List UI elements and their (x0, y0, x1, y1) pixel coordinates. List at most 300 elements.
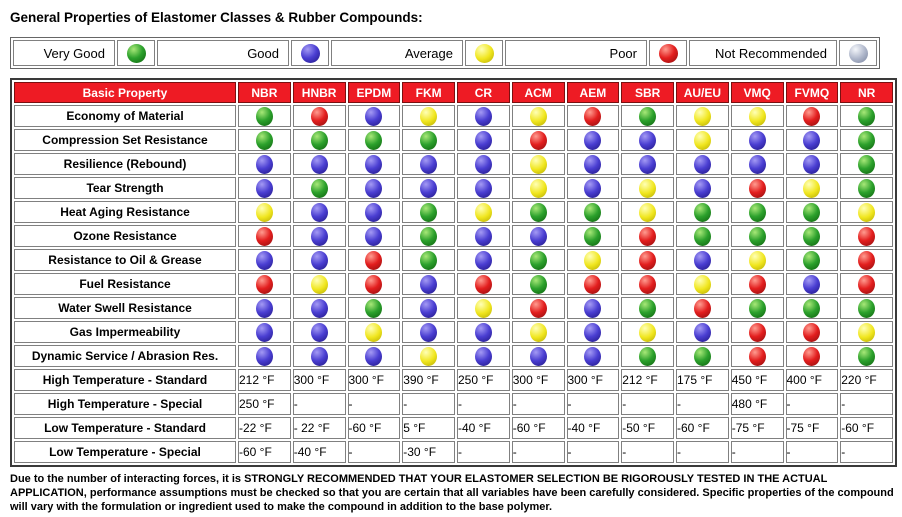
red-rating-ball-icon (584, 107, 601, 126)
green-rating-ball-icon (858, 155, 875, 174)
yellow-rating-ball-icon (694, 107, 711, 126)
property-row (14, 345, 893, 367)
green-rating-ball-icon (365, 131, 382, 150)
red-rating-ball-icon (694, 299, 711, 318)
temperature-value-cell: -60 °F (348, 417, 401, 439)
temperature-value-cell: 300 °F (567, 369, 620, 391)
blue-rating-ball-icon (311, 227, 328, 246)
rating-cell (238, 201, 291, 223)
rating-cell (731, 177, 784, 199)
yellow-rating-ball-icon (420, 107, 437, 126)
temperature-value-cell: - (567, 441, 620, 463)
rating-cell (293, 105, 346, 127)
green-rating-ball-icon (256, 107, 273, 126)
rating-cell (457, 177, 510, 199)
rating-cell (676, 129, 729, 151)
blue-rating-ball-icon (301, 44, 320, 63)
red-rating-ball-icon (749, 179, 766, 198)
rating-cell (731, 225, 784, 247)
blue-rating-ball-icon (694, 155, 711, 174)
rating-cell (348, 249, 401, 271)
property-label: Resilience (Rebound) (14, 153, 236, 175)
property-label: Water Swell Resistance (14, 297, 236, 319)
rating-cell (348, 273, 401, 295)
yellow-rating-ball-icon (475, 44, 494, 63)
material-column-header: ACM (512, 82, 565, 103)
temperature-value-cell: - (621, 441, 674, 463)
green-rating-ball-icon (639, 107, 656, 126)
legend-ball-cell (291, 40, 329, 66)
green-rating-ball-icon (803, 227, 820, 246)
red-rating-ball-icon (530, 131, 547, 150)
rating-cell (786, 225, 839, 247)
rating-cell (731, 129, 784, 151)
rating-cell (457, 249, 510, 271)
yellow-rating-ball-icon (694, 275, 711, 294)
yellow-rating-ball-icon (694, 131, 711, 150)
temperature-value-cell: 5 °F (402, 417, 455, 439)
temperature-row (14, 393, 893, 415)
rating-cell (786, 249, 839, 271)
rating-cell (840, 249, 893, 271)
blue-rating-ball-icon (365, 107, 382, 126)
rating-cell (621, 201, 674, 223)
green-rating-ball-icon (749, 299, 766, 318)
temperature-value-cell: 212 °F (621, 369, 674, 391)
rating-cell (567, 297, 620, 319)
temperature-value-cell: -50 °F (621, 417, 674, 439)
property-row (14, 201, 893, 223)
rating-cell (731, 321, 784, 343)
temperature-value-cell: - (457, 393, 510, 415)
rating-cell (457, 225, 510, 247)
property-label: Resistance to Oil & Grease (14, 249, 236, 271)
temperature-value-cell: - (840, 393, 893, 415)
rating-cell (293, 297, 346, 319)
property-label: Fuel Resistance (14, 273, 236, 295)
rating-cell (348, 177, 401, 199)
legend-ball-cell (649, 40, 687, 66)
rating-cell (293, 177, 346, 199)
disclaimer-text: Due to the number of interacting forces, it is STRONGLY RECOMMENDED THAT YOUR ELASTOMER SELECTION BE RIGOROUSLY TESTED IN THE ACTUAL APPLICATION, performance assumptions must be checked so that you are certain that all variables have been carefully considered. Specific properties of the compound will vary with the formulation or ingredient used to make the compound in addition to the base polymer. (10, 473, 894, 513)
red-rating-ball-icon (803, 107, 820, 126)
rating-cell (567, 225, 620, 247)
blue-rating-ball-icon (584, 155, 601, 174)
green-rating-ball-icon (584, 203, 601, 222)
rating-cell (786, 129, 839, 151)
temperature-value-cell: - (676, 393, 729, 415)
blue-rating-ball-icon (584, 131, 601, 150)
rating-cell (786, 177, 839, 199)
blue-rating-ball-icon (584, 347, 601, 366)
blue-rating-ball-icon (584, 299, 601, 318)
temperature-row (14, 417, 893, 439)
temperature-value-cell: - (840, 441, 893, 463)
yellow-rating-ball-icon (639, 179, 656, 198)
rating-cell (402, 345, 455, 367)
temperature-value-cell: - (348, 441, 401, 463)
yellow-rating-ball-icon (475, 299, 492, 318)
temperature-value-cell: 400 °F (786, 369, 839, 391)
temperature-value-cell: 220 °F (840, 369, 893, 391)
temperature-value-cell: 175 °F (676, 369, 729, 391)
rating-cell (731, 201, 784, 223)
rating-cell (731, 249, 784, 271)
material-column-header: AEM (567, 82, 620, 103)
green-rating-ball-icon (311, 131, 328, 150)
blue-rating-ball-icon (365, 155, 382, 174)
rating-cell (621, 321, 674, 343)
blue-rating-ball-icon (584, 323, 601, 342)
rating-cell (567, 153, 620, 175)
rating-cell (676, 225, 729, 247)
rating-cell (457, 321, 510, 343)
rating-cell (567, 177, 620, 199)
rating-cell (402, 153, 455, 175)
green-rating-ball-icon (256, 131, 273, 150)
rating-cell (676, 153, 729, 175)
blue-rating-ball-icon (311, 299, 328, 318)
property-row (14, 177, 893, 199)
temperature-value-cell: 390 °F (402, 369, 455, 391)
blue-rating-ball-icon (803, 155, 820, 174)
rating-cell (786, 273, 839, 295)
blue-rating-ball-icon (256, 179, 273, 198)
property-row (14, 249, 893, 271)
rating-cell (512, 153, 565, 175)
rating-cell (567, 105, 620, 127)
rating-cell (567, 345, 620, 367)
legend-row (13, 40, 877, 66)
legend-ball-cell (839, 40, 877, 66)
property-label: Ozone Resistance (14, 225, 236, 247)
blue-rating-ball-icon (639, 131, 656, 150)
rating-cell (348, 345, 401, 367)
rating-cell (293, 321, 346, 343)
blue-rating-ball-icon (420, 275, 437, 294)
red-rating-ball-icon (803, 347, 820, 366)
table-body (14, 105, 893, 463)
property-row (14, 129, 893, 151)
legend-table (10, 37, 880, 69)
rating-cell (840, 177, 893, 199)
rating-cell (567, 321, 620, 343)
rating-cell (676, 321, 729, 343)
rating-cell (402, 321, 455, 343)
rating-cell (512, 345, 565, 367)
blue-rating-ball-icon (256, 155, 273, 174)
property-row (14, 105, 893, 127)
green-rating-ball-icon (858, 179, 875, 198)
rating-cell (621, 273, 674, 295)
green-rating-ball-icon (803, 203, 820, 222)
legend-label: Very Good (13, 40, 115, 66)
blue-rating-ball-icon (475, 131, 492, 150)
yellow-rating-ball-icon (530, 179, 547, 198)
temperature-value-cell: - (567, 393, 620, 415)
green-rating-ball-icon (858, 107, 875, 126)
yellow-rating-ball-icon (256, 203, 273, 222)
blue-rating-ball-icon (420, 179, 437, 198)
red-rating-ball-icon (530, 299, 547, 318)
temperature-row-label: Low Temperature - Special (14, 441, 236, 463)
rating-cell (676, 345, 729, 367)
blue-rating-ball-icon (475, 347, 492, 366)
yellow-rating-ball-icon (639, 323, 656, 342)
temperature-row (14, 369, 893, 391)
rating-cell (238, 297, 291, 319)
temperature-value-cell: -75 °F (731, 417, 784, 439)
red-rating-ball-icon (858, 251, 875, 270)
rating-cell (512, 225, 565, 247)
rating-cell (621, 297, 674, 319)
table-header-row (14, 82, 893, 103)
material-column-header: NR (840, 82, 893, 103)
blue-rating-ball-icon (749, 131, 766, 150)
rating-cell (731, 153, 784, 175)
temperature-value-cell: - (348, 393, 401, 415)
basic-property-header: Basic Property (14, 82, 236, 103)
green-rating-ball-icon (127, 44, 146, 63)
temperature-value-cell: - (676, 441, 729, 463)
blue-rating-ball-icon (365, 203, 382, 222)
temperature-value-cell: -60 °F (840, 417, 893, 439)
red-rating-ball-icon (584, 275, 601, 294)
red-rating-ball-icon (365, 251, 382, 270)
material-column-header: EPDM (348, 82, 401, 103)
blue-rating-ball-icon (475, 107, 492, 126)
rating-cell (238, 225, 291, 247)
rating-cell (676, 177, 729, 199)
temperature-value-cell: - (512, 441, 565, 463)
red-rating-ball-icon (749, 347, 766, 366)
red-rating-ball-icon (639, 227, 656, 246)
temperature-value-cell: -60 °F (676, 417, 729, 439)
red-rating-ball-icon (475, 275, 492, 294)
blue-rating-ball-icon (530, 347, 547, 366)
red-rating-ball-icon (256, 275, 273, 294)
blue-rating-ball-icon (584, 179, 601, 198)
blue-rating-ball-icon (311, 347, 328, 366)
yellow-rating-ball-icon (475, 203, 492, 222)
property-label: Compression Set Resistance (14, 129, 236, 151)
property-row (14, 321, 893, 343)
blue-rating-ball-icon (256, 323, 273, 342)
green-rating-ball-icon (420, 251, 437, 270)
yellow-rating-ball-icon (749, 251, 766, 270)
green-rating-ball-icon (694, 347, 711, 366)
green-rating-ball-icon (639, 347, 656, 366)
rating-cell (512, 321, 565, 343)
yellow-rating-ball-icon (858, 203, 875, 222)
temperature-value-cell: -60 °F (238, 441, 291, 463)
rating-cell (512, 273, 565, 295)
blue-rating-ball-icon (311, 155, 328, 174)
temperature-value-cell: 300 °F (348, 369, 401, 391)
rating-cell (238, 345, 291, 367)
red-rating-ball-icon (639, 251, 656, 270)
rating-cell (457, 297, 510, 319)
yellow-rating-ball-icon (530, 107, 547, 126)
rating-cell (731, 297, 784, 319)
red-rating-ball-icon (659, 44, 678, 63)
blue-rating-ball-icon (311, 323, 328, 342)
legend-label: Good (157, 40, 289, 66)
green-rating-ball-icon (803, 299, 820, 318)
temperature-value-cell: 250 °F (238, 393, 291, 415)
green-rating-ball-icon (420, 131, 437, 150)
rating-cell (840, 153, 893, 175)
property-label: Heat Aging Resistance (14, 201, 236, 223)
rating-cell (512, 129, 565, 151)
material-column-header: FVMQ (786, 82, 839, 103)
temperature-value-cell: - (786, 441, 839, 463)
temperature-value-cell: - (293, 393, 346, 415)
temperature-value-cell: -22 °F (238, 417, 291, 439)
properties-table (10, 78, 897, 467)
rating-cell (786, 321, 839, 343)
rating-cell (840, 321, 893, 343)
blue-rating-ball-icon (420, 323, 437, 342)
rating-cell (457, 129, 510, 151)
rating-cell (786, 345, 839, 367)
green-rating-ball-icon (311, 179, 328, 198)
rating-cell (457, 105, 510, 127)
rating-cell (293, 249, 346, 271)
rating-cell (786, 297, 839, 319)
rating-cell (567, 249, 620, 271)
rating-cell (731, 345, 784, 367)
green-rating-ball-icon (530, 203, 547, 222)
yellow-rating-ball-icon (420, 347, 437, 366)
property-row (14, 297, 893, 319)
rating-cell (238, 321, 291, 343)
temperature-value-cell: -75 °F (786, 417, 839, 439)
green-rating-ball-icon (584, 227, 601, 246)
blue-rating-ball-icon (475, 155, 492, 174)
red-rating-ball-icon (311, 107, 328, 126)
rating-cell (402, 273, 455, 295)
green-rating-ball-icon (639, 299, 656, 318)
temperature-value-cell: 480 °F (731, 393, 784, 415)
rating-cell (512, 249, 565, 271)
temperature-value-cell: 300 °F (293, 369, 346, 391)
rating-cell (676, 273, 729, 295)
blue-rating-ball-icon (365, 179, 382, 198)
page-title: General Properties of Elastomer Classes & Rubber Compounds: (10, 10, 423, 25)
blue-rating-ball-icon (639, 155, 656, 174)
green-rating-ball-icon (420, 227, 437, 246)
rating-cell (402, 297, 455, 319)
rating-cell (293, 273, 346, 295)
rating-cell (238, 177, 291, 199)
property-label: Tear Strength (14, 177, 236, 199)
legend-ball-cell (117, 40, 155, 66)
green-rating-ball-icon (694, 203, 711, 222)
yellow-rating-ball-icon (858, 323, 875, 342)
legend-label: Average (331, 40, 463, 66)
rating-cell (512, 177, 565, 199)
blue-rating-ball-icon (420, 299, 437, 318)
temperature-value-cell: - (621, 393, 674, 415)
rating-cell (457, 201, 510, 223)
rating-cell (457, 345, 510, 367)
blue-rating-ball-icon (475, 251, 492, 270)
temperature-value-cell: -40 °F (293, 441, 346, 463)
temperature-value-cell: - 22 °F (293, 417, 346, 439)
blue-rating-ball-icon (694, 251, 711, 270)
rating-cell (840, 297, 893, 319)
rating-cell (238, 129, 291, 151)
green-rating-ball-icon (530, 275, 547, 294)
temperature-value-cell: -40 °F (567, 417, 620, 439)
rating-cell (402, 129, 455, 151)
material-column-header: AU/EU (676, 82, 729, 103)
red-rating-ball-icon (858, 227, 875, 246)
yellow-rating-ball-icon (530, 323, 547, 342)
blue-rating-ball-icon (803, 131, 820, 150)
blue-rating-ball-icon (311, 203, 328, 222)
blue-rating-ball-icon (256, 251, 273, 270)
temperature-value-cell: - (457, 441, 510, 463)
green-rating-ball-icon (420, 203, 437, 222)
green-rating-ball-icon (858, 131, 875, 150)
blue-rating-ball-icon (694, 323, 711, 342)
blue-rating-ball-icon (365, 347, 382, 366)
rating-cell (786, 105, 839, 127)
blue-rating-ball-icon (803, 275, 820, 294)
rating-cell (293, 201, 346, 223)
temperature-value-cell: - (786, 393, 839, 415)
rating-cell (238, 273, 291, 295)
rating-cell (621, 249, 674, 271)
red-rating-ball-icon (749, 323, 766, 342)
rating-cell (348, 201, 401, 223)
yellow-rating-ball-icon (311, 275, 328, 294)
blue-rating-ball-icon (475, 179, 492, 198)
rating-cell (840, 273, 893, 295)
property-row (14, 153, 893, 175)
temperature-value-cell: 250 °F (457, 369, 510, 391)
green-rating-ball-icon (749, 203, 766, 222)
temperature-value-cell: - (512, 393, 565, 415)
property-label: Gas Impermeability (14, 321, 236, 343)
blue-rating-ball-icon (475, 227, 492, 246)
rating-cell (402, 225, 455, 247)
green-rating-ball-icon (803, 251, 820, 270)
blue-rating-ball-icon (530, 227, 547, 246)
red-rating-ball-icon (749, 275, 766, 294)
rating-cell (840, 129, 893, 151)
blue-rating-ball-icon (311, 251, 328, 270)
rating-cell (293, 345, 346, 367)
yellow-rating-ball-icon (639, 203, 656, 222)
property-label: Economy of Material (14, 105, 236, 127)
rating-cell (621, 345, 674, 367)
temperature-value-cell: 212 °F (238, 369, 291, 391)
rating-cell (567, 129, 620, 151)
rating-cell (402, 177, 455, 199)
temperature-value-cell: 450 °F (731, 369, 784, 391)
yellow-rating-ball-icon (584, 251, 601, 270)
gray-rating-ball-icon (849, 44, 868, 63)
legend-label: Not Recommended (689, 40, 837, 66)
green-rating-ball-icon (530, 251, 547, 270)
rating-cell (676, 297, 729, 319)
rating-cell (348, 105, 401, 127)
green-rating-ball-icon (694, 227, 711, 246)
blue-rating-ball-icon (694, 179, 711, 198)
